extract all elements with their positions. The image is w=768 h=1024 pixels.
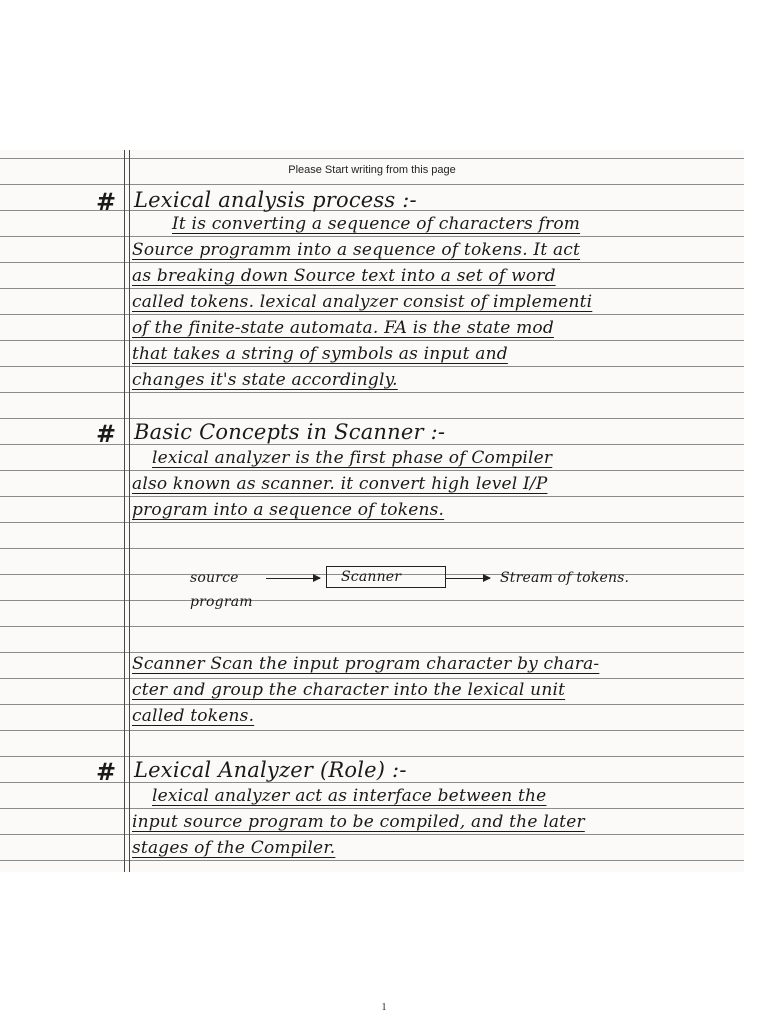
text-line: input source program to be compiled, and the later bbox=[132, 812, 585, 832]
section-marker: # bbox=[96, 420, 117, 448]
text-line: changes it's state accordingly. bbox=[132, 370, 398, 390]
section-heading: Lexical analysis process :- bbox=[134, 188, 417, 212]
text-line: Source programm into a sequence of tokens. It act bbox=[132, 240, 581, 260]
header-note: Please Start writing from this page bbox=[288, 164, 456, 176]
text-line: stages of the Compiler. bbox=[132, 838, 336, 858]
diagram-output-label: Stream of tokens. bbox=[500, 570, 630, 586]
diagram-arrow bbox=[446, 578, 490, 579]
text-line: program into a sequence of tokens. bbox=[132, 500, 445, 520]
text-line: that takes a string of symbols as input and bbox=[132, 344, 508, 364]
text-line: lexical analyzer act as interface between the bbox=[152, 786, 547, 806]
notebook-page bbox=[0, 150, 744, 872]
section-heading: Basic Concepts in Scanner :- bbox=[134, 420, 446, 444]
diagram-input-label: program bbox=[190, 594, 253, 610]
section-marker: # bbox=[96, 188, 117, 216]
text-line: It is converting a sequence of characters from bbox=[172, 214, 581, 234]
text-line: called tokens. lexical analyzer consist of implementi bbox=[132, 292, 593, 312]
section-marker: # bbox=[96, 758, 117, 786]
text-line: of the finite-state automata. FA is the state mod bbox=[132, 318, 554, 338]
text-line: Scanner Scan the input program character by chara- bbox=[132, 654, 600, 674]
section-heading: Lexical Analyzer (Role) :- bbox=[134, 758, 407, 782]
diagram-box-label: Scanner bbox=[341, 569, 402, 585]
text-line: lexical analyzer is the first phase of Compiler bbox=[152, 448, 553, 468]
diagram-scanner-box bbox=[326, 566, 446, 588]
page-number: 1 bbox=[381, 1002, 387, 1013]
diagram-input-label: source bbox=[190, 570, 239, 586]
text-line: cter and group the character into the lexical unit bbox=[132, 680, 566, 700]
text-line: called tokens. bbox=[132, 706, 255, 726]
text-line: also known as scanner. it convert high level I/P bbox=[132, 474, 548, 494]
text-line: as breaking down Source text into a set of word bbox=[132, 266, 556, 286]
diagram-arrow bbox=[266, 578, 320, 579]
